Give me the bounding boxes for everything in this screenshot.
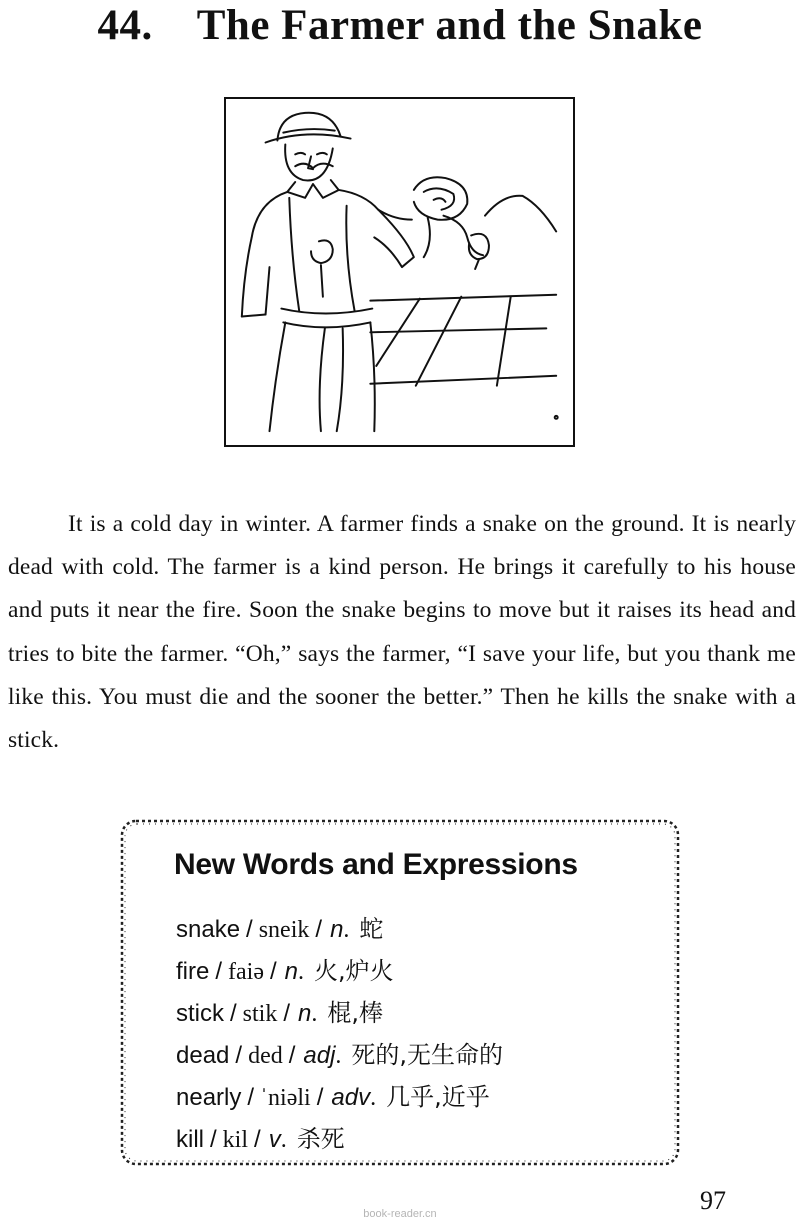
vocabulary-list bbox=[176, 908, 503, 1160]
vocab-definition: 杀死 bbox=[296, 1125, 345, 1153]
lesson-title-text: The Farmer and the Snake bbox=[196, 2, 703, 49]
vocab-phonetic: ˈniəli bbox=[260, 1085, 311, 1111]
vocab-word: dead bbox=[176, 1042, 230, 1069]
vocab-phonetic: faiə bbox=[228, 959, 264, 985]
vocab-part-of-speech: adv bbox=[331, 1084, 371, 1111]
vocab-definition: 几乎,近乎 bbox=[386, 1083, 490, 1111]
vocabulary-box bbox=[116, 815, 684, 1170]
lesson-title bbox=[0, 0, 800, 52]
vocab-phonetic: stik bbox=[242, 1001, 278, 1027]
vocab-part-of-speech: n bbox=[284, 958, 299, 985]
vocab-part-of-speech: n bbox=[330, 916, 344, 943]
vocab-part-of-speech: n bbox=[298, 1000, 312, 1027]
vocab-definition: 火,炉火 bbox=[314, 957, 394, 985]
vocabulary-heading: New Words and Expressions bbox=[174, 848, 578, 881]
vocab-definition: 蛇 bbox=[359, 915, 384, 943]
lesson-number: 44. bbox=[97, 2, 153, 49]
page-number: 97 bbox=[700, 1186, 726, 1215]
vocab-word: fire bbox=[176, 958, 210, 985]
vocab-part-of-speech: v bbox=[268, 1126, 281, 1153]
vocab-phonetic: sneik bbox=[258, 917, 310, 943]
vocab-word: stick bbox=[176, 1000, 224, 1027]
story-paragraph: It is a cold day in winter. A farmer finds a snake on the ground. It is nearly dead with cold. The farmer is a kind person. He brings it carefully to his house and puts it near the fire. Soon the snake begins to move but it raises its head and tries to bite the farmer. “Oh,” says the farmer, “I save your life, but you thank me like this. You must die and the sooner the better.” Then he kills the snake with a stick. bbox=[8, 511, 796, 754]
vocab-word: kill bbox=[176, 1126, 204, 1153]
vocab-entry-snake: snake / sneik / n. 蛇 bbox=[176, 915, 384, 943]
vocab-word: nearly bbox=[176, 1084, 242, 1111]
vocab-entry-kill: kill / kil / v. 杀死 bbox=[176, 1125, 345, 1153]
vocab-entry-nearly: nearly / ˈniəli / adv. 几乎,近乎 bbox=[176, 1083, 490, 1111]
vocab-phonetic: ded bbox=[248, 1043, 283, 1069]
vocab-entry-fire: fire / faiə / n. 火,炉火 bbox=[176, 957, 394, 985]
watermark: book-reader.cn bbox=[363, 1208, 437, 1220]
vocab-entry-dead: dead / ded / adj. 死的,无生命的 bbox=[176, 1041, 504, 1069]
farmer-snake-illustration bbox=[224, 97, 575, 447]
vocab-entry-stick: stick / stik / n. 棍,棒 bbox=[176, 999, 384, 1027]
vocab-definition: 棍,棒 bbox=[327, 999, 384, 1027]
vocab-definition: 死的,无生命的 bbox=[351, 1041, 504, 1069]
vocab-part-of-speech: adj bbox=[303, 1042, 336, 1069]
vocab-word: snake bbox=[176, 916, 241, 943]
vocab-phonetic: kil bbox=[222, 1127, 249, 1153]
